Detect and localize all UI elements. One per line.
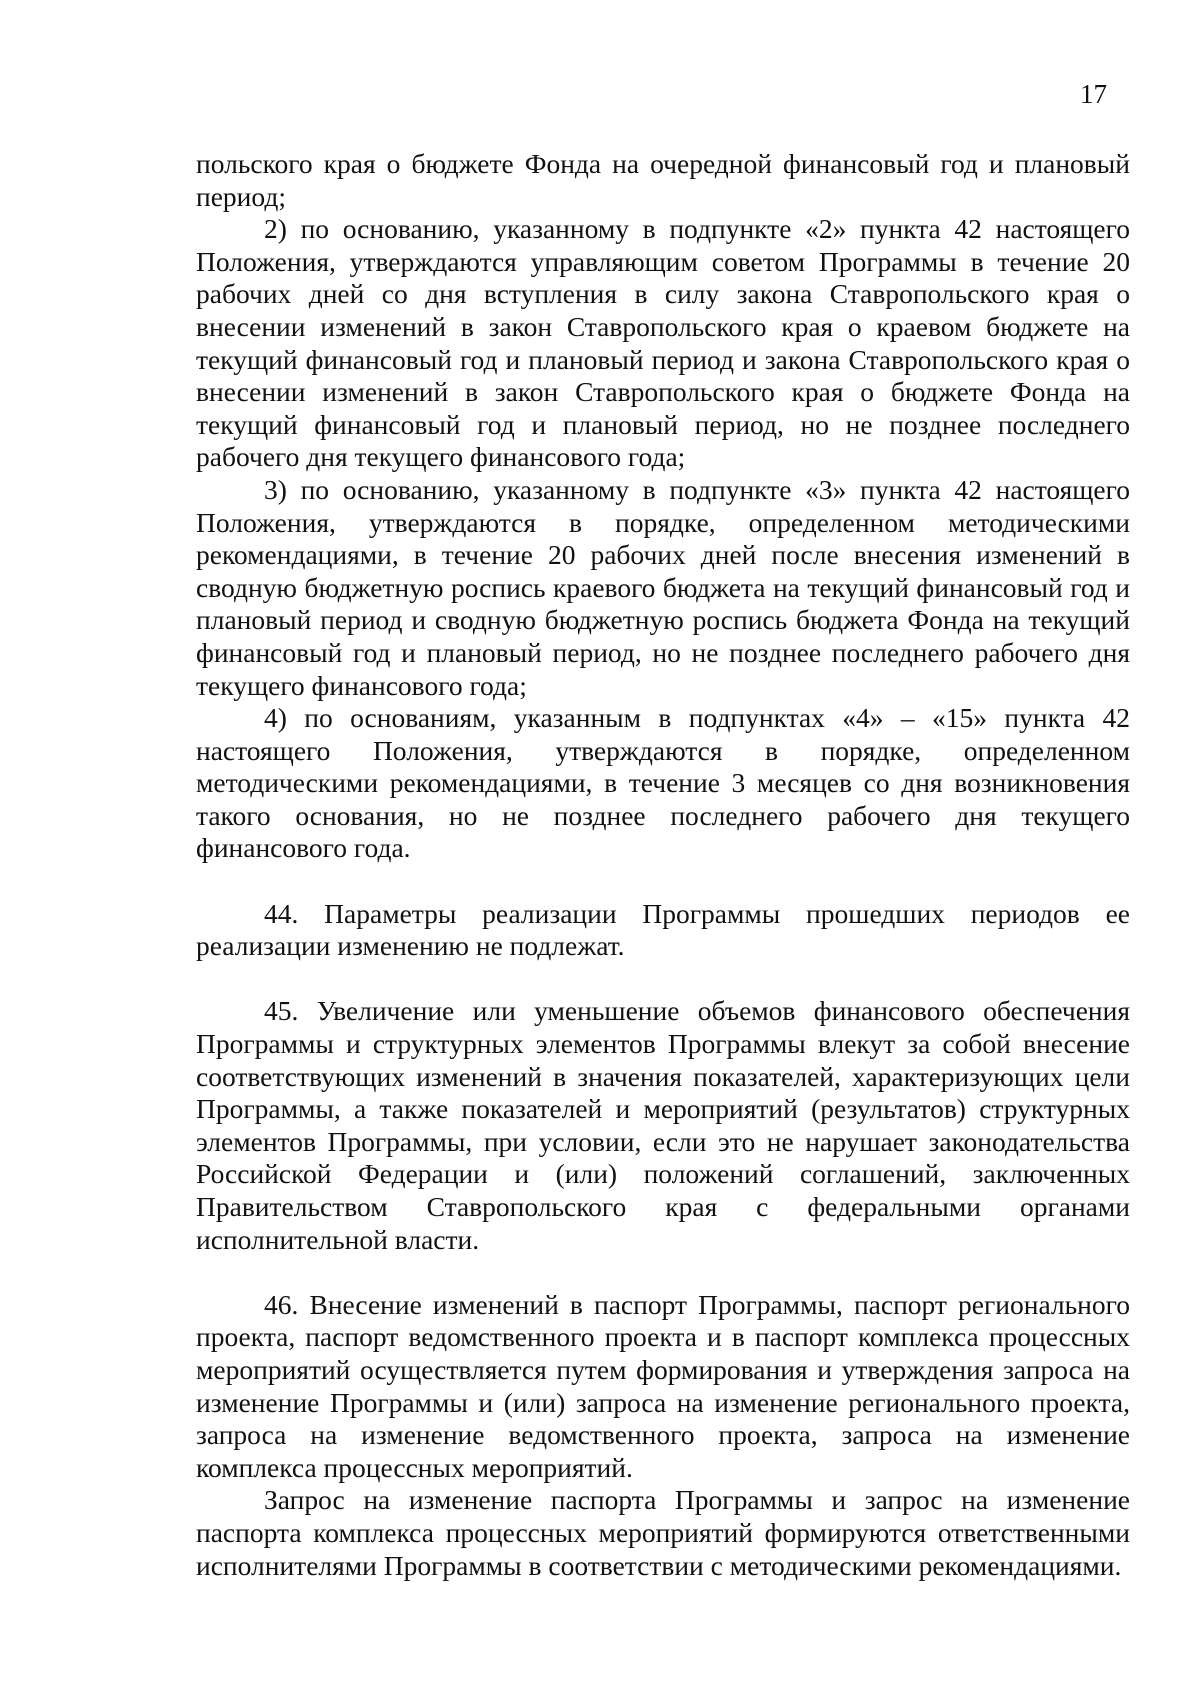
document-body xyxy=(196,148,1130,1582)
paragraph-item-3: 3) по основанию, указанному в подпункте «3» пункта 42 настоящего Положения, утверждаются в порядке, определенном методическими рекомендациями, в течение 20 рабочих дней после внесения изменений в сводную бюджетную роспись краевого бюджета на текущий финансовый год и плановый период и сводную бюджетную роспись бюджета Фонда на текущий финансовый год и плановый период, но не позднее последнего рабочего дня текущего финансового года; xyxy=(196,473,1130,701)
page-number: 17 xyxy=(1080,79,1107,109)
paragraph-continuation: польского края о бюджете Фонда на очередной финансовый год и плановый период; xyxy=(196,148,1130,212)
paragraph-item-4: 4) по основаниям, указанным в подпунктах «4» – «15» пункта 42 настоящего Положения, утверждаются в порядке, определенном методическими рекомендациями, в течение 3 месяцев со дня возникновения такого основания, но не позднее последнего рабочего дня текущего финансового года. xyxy=(196,702,1130,864)
paragraph-clause-44: 44. Параметры реализации Программы прошедших периодов ее реализации изменению не подлежат. xyxy=(196,897,1130,962)
paragraph-clause-46: 46. Внесение изменений в паспорт Программы, паспорт регионального проекта, паспорт ведомственного проекта и в паспорт комплекса процессных мероприятий осуществляется путем формирования и утверждения запроса на изменение Программы и (или) запроса на изменение регионального проекта, запроса на изменение ведомственного проекта, запроса на изменение комплекса процессных мероприятий. xyxy=(196,1288,1130,1483)
paragraph-item-2: 2) по основанию, указанному в подпункте «2» пункта 42 настоящего Положения, утверждаются управляющим советом Программы в течение 20 рабочих дней со дня вступления в силу закона Ставропольского края о внесении изменений в закон Ставропольского края о краевом бюджете на текущий финансовый год и плановый период и закона Ставропольского края о внесении изменений в закон Ставропольского края о бюджете Фонда на текущий финансовый год и плановый период, но не позднее последнего рабочего дня текущего финансового года; xyxy=(196,213,1130,473)
paragraph-clause-45: 45. Увеличение или уменьшение объемов финансового обеспечения Программы и структурных элементов Программы влекут за собой внесение соответствующих изменений в значения показателей, характеризующих цели Программы, а также показателей и мероприятий (результатов) структурных элементов Программы, при условии, если это не нарушает законодательства Российской Федерации и (или) положений соглашений, заключенных Правительством Ставропольского края с федеральными органами исполнительной власти. xyxy=(196,995,1130,1255)
paragraph-request: Запрос на изменение паспорта Программы и запрос на изменение паспорта комплекса процессных мероприятий формируются ответственными исполнителями Программы в соответствии с методическими рекомендациями. xyxy=(196,1484,1130,1581)
